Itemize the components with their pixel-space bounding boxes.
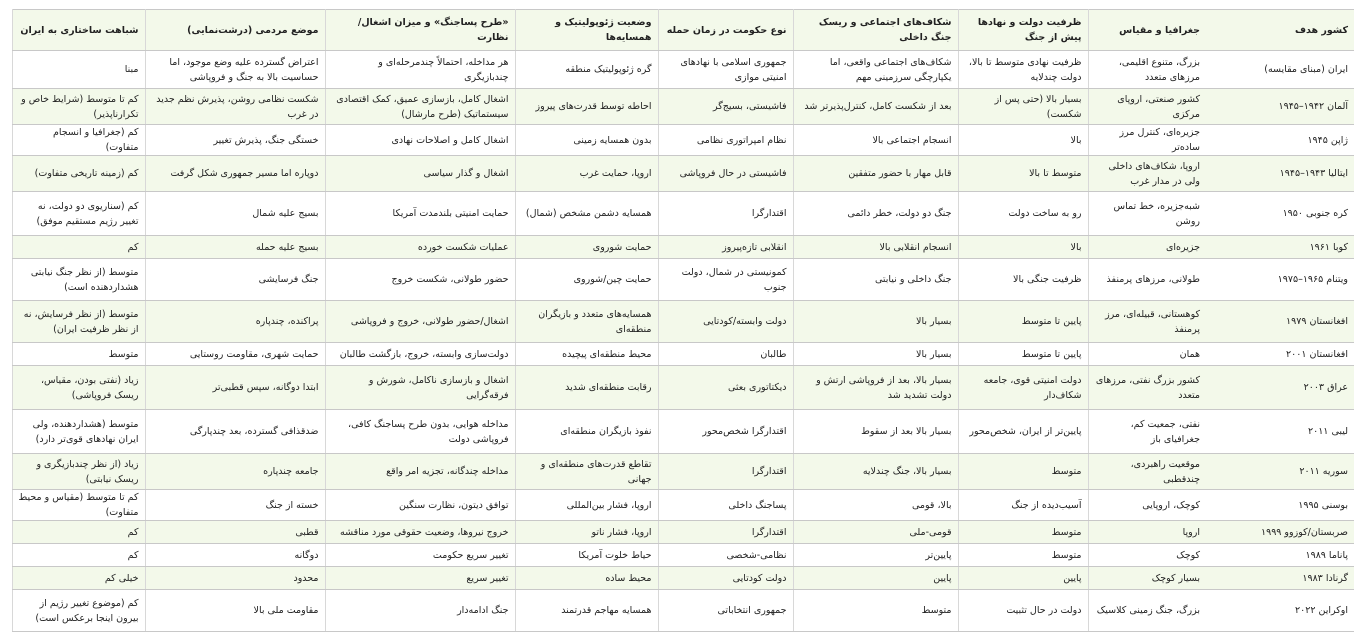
table-cell: دوگانه [145, 544, 325, 567]
table-cell: اقتدارگرا [658, 192, 793, 236]
table-cell: حمایت شهری، مقاومت روستایی [145, 343, 325, 366]
table-row [12, 192, 1354, 236]
column-header: نوع حکومت در زمان حمله [658, 10, 793, 51]
table-cell: کم تا متوسط (شرایط خاص و تکرارناپذیر) [12, 89, 145, 125]
table-row [12, 454, 1354, 490]
table-cell: شکاف‌های اجتماعی واقعی، اما یکپارچگی سرزمینی مهم [793, 51, 958, 89]
country-cell: آلمان ۱۹۴۲–۱۹۴۵ [1206, 89, 1354, 125]
table-cell: حیاط خلوت آمریکا [515, 544, 658, 567]
table-cell: محیط ساده [515, 567, 658, 590]
table-cell: انقلابی تازه‌پیروز [658, 236, 793, 259]
comparison-table [12, 9, 1355, 632]
table-cell: جامعه چندپاره [145, 454, 325, 490]
table-cell: مداخله چندگانه، تجزیه امر واقع [325, 454, 515, 490]
table-row [12, 544, 1354, 567]
table-cell: بزرگ، متنوع اقلیمی، مرزهای متعدد [1088, 51, 1206, 89]
table-cell: دولت وابسته/کودتایی [658, 301, 793, 343]
table-cell: کم (سناریوی دو دولت، نه تغییر رژیم مستقیم موفق) [12, 192, 145, 236]
table-row [12, 410, 1354, 454]
table-cell: مبنا [12, 51, 145, 89]
table-body [12, 51, 1354, 632]
column-header: شکاف‌های اجتماعی و ریسک جنگ داخلی [793, 10, 958, 51]
table-cell: حمایت شوروی [515, 236, 658, 259]
table-cell: جنگ داخلی و نیابتی [793, 259, 958, 301]
table-cell: انسجام اجتماعی بالا [793, 125, 958, 156]
table-cell: شبه‌جزیره، خط تماس روشن [1088, 192, 1206, 236]
table-cell: تغییر سریع [325, 567, 515, 590]
table-cell: متوسط [12, 343, 145, 366]
table-cell: متوسط (از نظر جنگ نیابتی هشداردهنده است) [12, 259, 145, 301]
table-row [12, 590, 1354, 632]
country-cell: افغانستان ۲۰۰۱ [1206, 343, 1354, 366]
table-cell: فاشیستی در حال فروپاشی [658, 156, 793, 192]
table-cell: اعتراض گسترده علیه وضع موجود، اما حساسیت بالا به جنگ و فروپاشی [145, 51, 325, 89]
table-cell: دولت‌سازی وابسته، خروج، بازگشت طالبان [325, 343, 515, 366]
country-cell: اوکراین ۲۰۲۲ [1206, 590, 1354, 632]
table-cell: فاشیستی، بسیج‌گر [658, 89, 793, 125]
country-cell: کوبا ۱۹۶۱ [1206, 236, 1354, 259]
table-cell: پایین [958, 567, 1088, 590]
table-cell: پایین تا متوسط [958, 343, 1088, 366]
table-cell: کم [12, 521, 145, 544]
column-header: کشور هدف [1206, 10, 1354, 51]
table-cell: متوسط (هشداردهنده، ولی ایران نهادهای قوی‌تر دارد) [12, 410, 145, 454]
table-cell: اقتدارگرا شخص‌محور [658, 410, 793, 454]
table-cell: همان [1088, 343, 1206, 366]
country-cell: صربستان/کوزوو ۱۹۹۹ [1206, 521, 1354, 544]
table-cell: بسیار بالا، بعد از فروپاشی ارتش و دولت تشدید شد [793, 366, 958, 410]
table-cell: عملیات شکست خورده [325, 236, 515, 259]
table-cell: کم (جغرافیا و انسجام متفاوت) [12, 125, 145, 156]
table-cell: بسیار بالا بعد از سقوط [793, 410, 958, 454]
table-cell: همسایه مهاجم قدرتمند [515, 590, 658, 632]
table-cell: خروج نیروها، وضعیت حقوقی مورد مناقشه [325, 521, 515, 544]
table-cell: کشور صنعتی، اروپای مرکزی [1088, 89, 1206, 125]
table-cell: محدود [145, 567, 325, 590]
table-cell: ظرفیت نهادی متوسط تا بالا، دولت چندلایه [958, 51, 1088, 89]
table-cell: کمونیستی در شمال، دولت جنوب [658, 259, 793, 301]
table-row [12, 51, 1354, 89]
country-cell: ویتنام ۱۹۶۵–۱۹۷۵ [1206, 259, 1354, 301]
country-cell: سوریه ۲۰۱۱ [1206, 454, 1354, 490]
table-cell: بعد از شکست کامل، کنترل‌پذیرتر شد [793, 89, 958, 125]
table-cell: جزیره‌ای، کنترل مرز ساده‌تر [1088, 125, 1206, 156]
country-cell: ژاپن ۱۹۴۵ [1206, 125, 1354, 156]
table-cell: خیلی کم [12, 567, 145, 590]
table-cell: حمایت امنیتی بلندمدت آمریکا [325, 192, 515, 236]
table-cell: جنگ دو دولت، خطر دائمی [793, 192, 958, 236]
table-cell: بسیج علیه شمال [145, 192, 325, 236]
table-cell: تقاطع قدرت‌های منطقه‌ای و جهانی [515, 454, 658, 490]
table-cell: محیط منطقه‌ای پیچیده [515, 343, 658, 366]
table-cell: انسجام انقلابی بالا [793, 236, 958, 259]
table-cell: خسته از جنگ [145, 490, 325, 521]
table-cell: کم (موضوع تغییر رژیم از بیرون اینجا برعکس است) [12, 590, 145, 632]
table-cell: بالا [958, 236, 1088, 259]
table-cell: نظامی-شخصی [658, 544, 793, 567]
table-cell: مقاومت ملی بالا [145, 590, 325, 632]
table-cell: خستگی جنگ، پذیرش تغییر [145, 125, 325, 156]
table-cell: آسیب‌دیده از جنگ [958, 490, 1088, 521]
column-header: وضعیت ژئوپولیتیک و همسایه‌ها [515, 10, 658, 51]
table-cell: پایین‌تر از ایران، شخص‌محور [958, 410, 1088, 454]
table-cell: جمهوری اسلامی با نهادهای امنیتی موازی [658, 51, 793, 89]
table-cell: کشور بزرگ نفتی، مرزهای متعدد [1088, 366, 1206, 410]
table-cell: پراکنده، چندپاره [145, 301, 325, 343]
country-cell: افغانستان ۱۹۷۹ [1206, 301, 1354, 343]
table-cell: اشغال/حضور طولانی، خروج و فروپاشی [325, 301, 515, 343]
table-cell: نظام امپراتوری نظامی [658, 125, 793, 156]
country-cell: عراق ۲۰۰۳ [1206, 366, 1354, 410]
table-cell: بسیار کوچک [1088, 567, 1206, 590]
table-cell: همسایه دشمن مشخص (شمال) [515, 192, 658, 236]
country-cell: ایران (مبنای مقایسه) [1206, 51, 1354, 89]
table-cell: متوسط [958, 454, 1088, 490]
table-cell: پایین‌تر [793, 544, 958, 567]
table-cell: مداخله هوایی، بدون طرح پساجنگ کافی، فروپاشی دولت [325, 410, 515, 454]
comparison-table-container [12, 9, 1354, 632]
table-cell: جنگ فرسایشی [145, 259, 325, 301]
table-cell: طولانی، مرزهای پرمنفذ [1088, 259, 1206, 301]
table-cell: نفوذ بازیگران منطقه‌ای [515, 410, 658, 454]
table-cell: جنگ ادامه‌دار [325, 590, 515, 632]
table-cell: اشغال و بازسازی ناکامل، شورش و فرقه‌گرایی [325, 366, 515, 410]
table-cell: بسیج علیه حمله [145, 236, 325, 259]
table-cell: قطبی [145, 521, 325, 544]
table-cell: دولت در حال تثبیت [958, 590, 1088, 632]
table-cell: کم [12, 236, 145, 259]
table-row [12, 259, 1354, 301]
table-cell: متوسط (از نظر فرسایش، نه از نظر ظرفیت ایران) [12, 301, 145, 343]
table-row [12, 89, 1354, 125]
table-cell: اشغال کامل و اصلاحات نهادی [325, 125, 515, 156]
table-cell: طالبان [658, 343, 793, 366]
table-cell: هر مداخله، احتمالاً چندمرحله‌ای و چندبازیگری [325, 51, 515, 89]
column-header: جغرافیا و مقیاس [1088, 10, 1206, 51]
table-cell: اروپا، فشار ناتو [515, 521, 658, 544]
table-cell: دولت امنیتی قوی، جامعه شکاف‌دار [958, 366, 1088, 410]
table-cell: توافق دیتون، نظارت سنگین [325, 490, 515, 521]
country-cell: ایتالیا ۱۹۴۳–۱۹۴۵ [1206, 156, 1354, 192]
table-row [12, 366, 1354, 410]
table-cell: اشغال کامل، بازسازی عمیق، کمک اقتصادی سیستماتیک (طرح مارشال) [325, 89, 515, 125]
table-cell: کم (زمینه تاریخی متفاوت) [12, 156, 145, 192]
table-cell: ابتدا دوگانه، سپس قطبی‌تر [145, 366, 325, 410]
table-row [12, 125, 1354, 156]
table-cell: حمایت چین/شوروی [515, 259, 658, 301]
table-cell: جمهوری انتخاباتی [658, 590, 793, 632]
table-row [12, 343, 1354, 366]
table-cell: جزیره‌ای [1088, 236, 1206, 259]
table-cell: زیاد (نفتی بودن، مقیاس، ریسک فروپاشی) [12, 366, 145, 410]
header-row [12, 10, 1354, 51]
table-cell: اقتدارگرا [658, 521, 793, 544]
table-cell: دوپاره اما مسیر جمهوری شکل گرفت [145, 156, 325, 192]
table-cell: همسایه‌های متعدد و بازیگران منطقه‌ای [515, 301, 658, 343]
table-cell: کوچک، اروپایی [1088, 490, 1206, 521]
table-cell: قومی-ملی [793, 521, 958, 544]
table-cell: بالا [958, 125, 1088, 156]
table-cell: اشغال و گذار سیاسی [325, 156, 515, 192]
table-cell: ظرفیت جنگی بالا [958, 259, 1088, 301]
table-cell: کوچک [1088, 544, 1206, 567]
table-cell: موقعیت راهبردی، چندقطبی [1088, 454, 1206, 490]
table-row [12, 490, 1354, 521]
table-row [12, 567, 1354, 590]
table-cell: بدون همسایه زمینی [515, 125, 658, 156]
table-cell: زیاد (از نظر چندبازیگری و ریسک نیابتی) [12, 454, 145, 490]
table-cell: بسیار بالا، جنگ چندلایه [793, 454, 958, 490]
country-cell: کره جنوبی ۱۹۵۰ [1206, 192, 1354, 236]
column-header: «طرح پساجنگ» و میزان اشغال/نظارت [325, 10, 515, 51]
table-cell: اروپا، فشار بین‌المللی [515, 490, 658, 521]
table-cell: دولت کودتایی [658, 567, 793, 590]
table-cell: رو به ساخت دولت [958, 192, 1088, 236]
country-cell: گرنادا ۱۹۸۳ [1206, 567, 1354, 590]
table-cell: بزرگ، جنگ زمینی کلاسیک [1088, 590, 1206, 632]
table-cell: شکست نظامی روشن، پذیرش نظم جدید در غرب [145, 89, 325, 125]
table-cell: اروپا، شکاف‌های داخلی ولی در مدار غرب [1088, 156, 1206, 192]
table-cell: اروپا [1088, 521, 1206, 544]
table-cell: کم [12, 544, 145, 567]
table-cell: ضدقذافی گسترده، بعد چندپارگی [145, 410, 325, 454]
table-row [12, 236, 1354, 259]
table-cell: کم تا متوسط (مقیاس و محیط متفاوت) [12, 490, 145, 521]
table-cell: احاطه توسط قدرت‌های پیروز [515, 89, 658, 125]
table-cell: بسیار بالا [793, 301, 958, 343]
table-cell: اقتدارگرا [658, 454, 793, 490]
table-cell: بالا، قومی [793, 490, 958, 521]
table-cell: تغییر سریع حکومت [325, 544, 515, 567]
table-row [12, 521, 1354, 544]
column-header: موضع مردمی (درشت‌نمایی) [145, 10, 325, 51]
table-cell: بسیار بالا (حتی پس از شکست) [958, 89, 1088, 125]
table-cell: متوسط [958, 544, 1088, 567]
table-cell: متوسط [958, 521, 1088, 544]
table-cell: بسیار بالا [793, 343, 958, 366]
country-cell: لیبی ۲۰۱۱ [1206, 410, 1354, 454]
table-cell: پایین [793, 567, 958, 590]
table-cell: نفتی، جمعیت کم، جغرافیای باز [1088, 410, 1206, 454]
table-cell: گره ژئوپولیتیک منطقه [515, 51, 658, 89]
table-cell: دیکتاتوری بعثی [658, 366, 793, 410]
column-header: شباهت ساختاری به ایران [12, 10, 145, 51]
table-header [12, 10, 1354, 51]
country-cell: بوسنی ۱۹۹۵ [1206, 490, 1354, 521]
table-cell: پساجنگ داخلی [658, 490, 793, 521]
table-cell: پایین تا متوسط [958, 301, 1088, 343]
table-cell: کوهستانی، قبیله‌ای، مرز پرمنفذ [1088, 301, 1206, 343]
table-row [12, 301, 1354, 343]
column-header: ظرفیت دولت و نهادها پیش از جنگ [958, 10, 1088, 51]
table-cell: اروپا، حمایت غرب [515, 156, 658, 192]
table-cell: حضور طولانی، شکست خروج [325, 259, 515, 301]
table-row [12, 156, 1354, 192]
country-cell: پاناما ۱۹۸۹ [1206, 544, 1354, 567]
table-cell: رقابت منطقه‌ای شدید [515, 366, 658, 410]
table-cell: متوسط [793, 590, 958, 632]
table-cell: قابل مهار با حضور متفقین [793, 156, 958, 192]
table-cell: متوسط تا بالا [958, 156, 1088, 192]
